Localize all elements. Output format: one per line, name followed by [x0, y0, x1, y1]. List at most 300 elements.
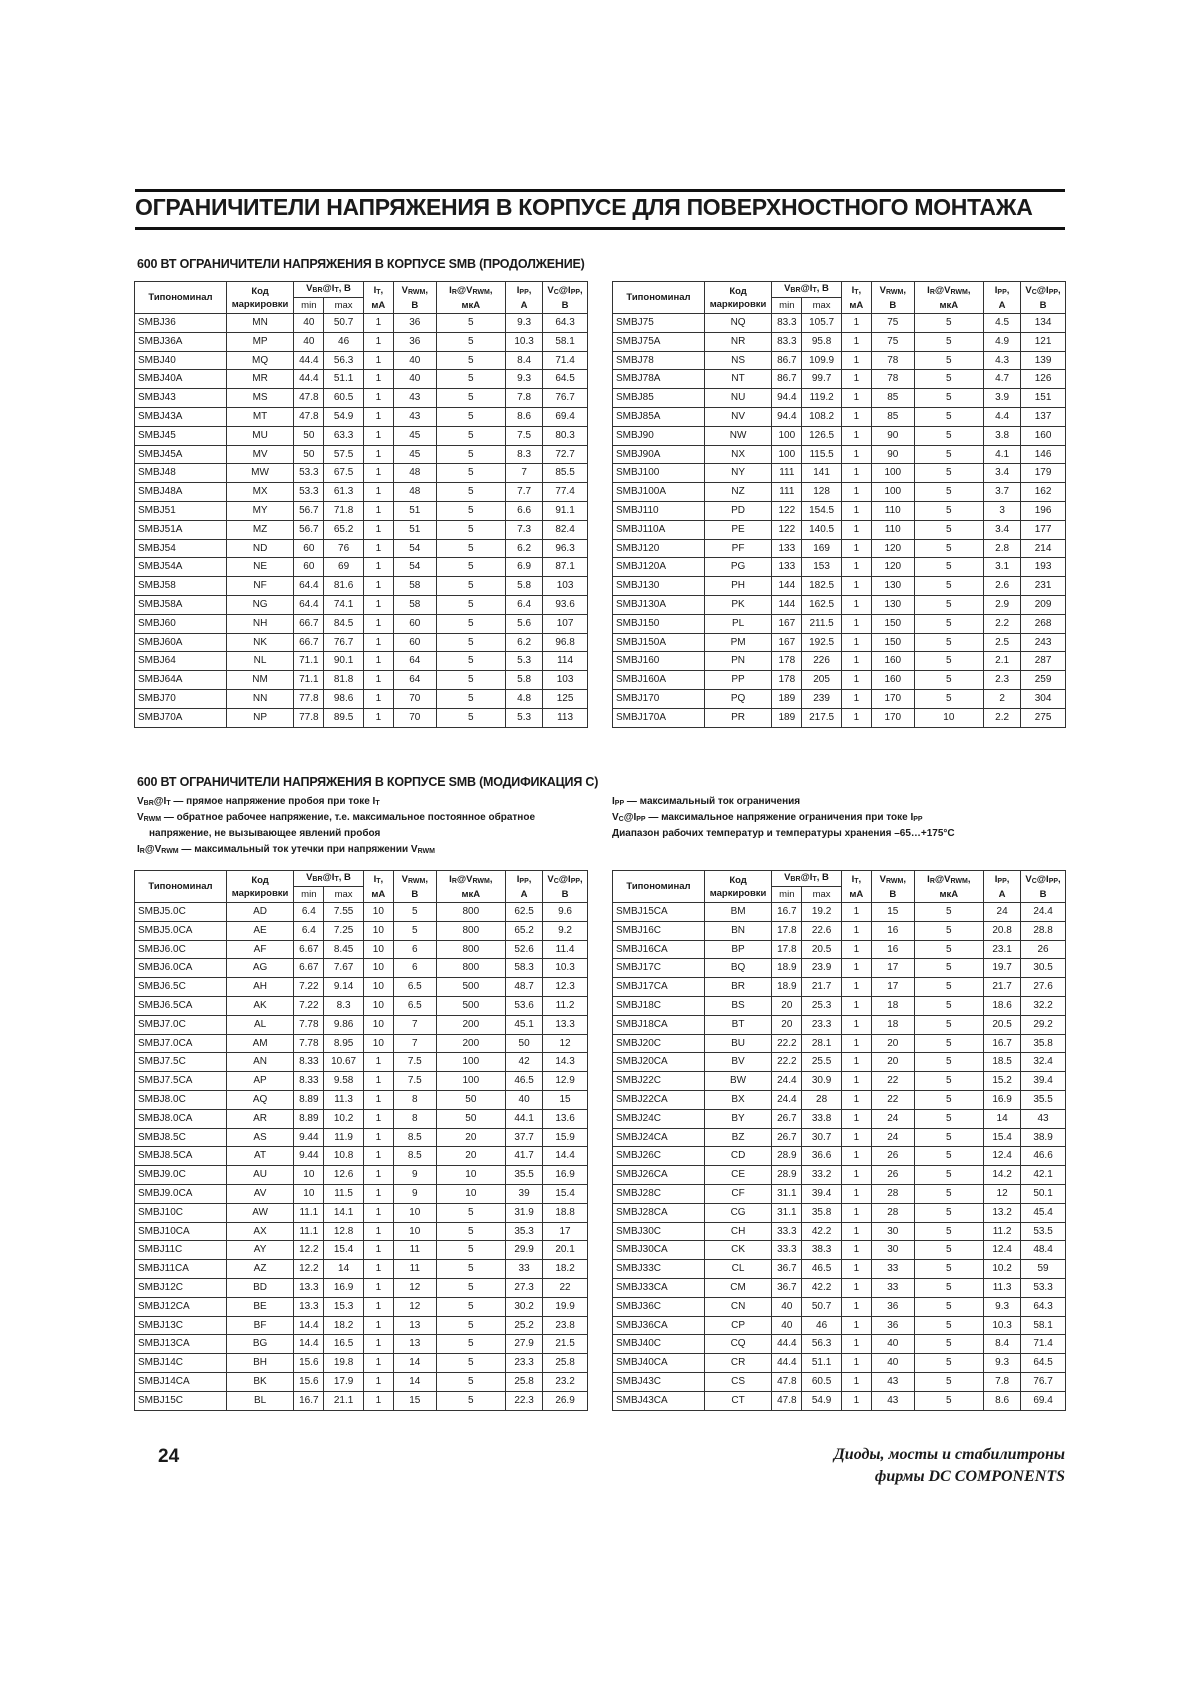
table-cell: MQ — [226, 351, 293, 370]
table-cell: 6.4 — [506, 595, 543, 614]
table-cell: SMBJ75 — [613, 314, 705, 333]
table-cell: AT — [226, 1147, 293, 1166]
table-cell: 8.89 — [294, 1090, 324, 1109]
table-cell: 7.78 — [294, 1034, 324, 1053]
footer-line-2: фирмы DC COMPONENTS — [874, 1468, 1065, 1485]
table-cell: 243 — [1021, 633, 1066, 652]
table-cell: 1 — [841, 1147, 871, 1166]
table-cell: SMBJ75A — [613, 332, 705, 351]
table-cell: SMBJ90 — [613, 426, 705, 445]
ir-at-subscript: RWM — [472, 877, 490, 885]
table-cell: 26.7 — [772, 1128, 802, 1147]
table-cell: 1 — [363, 1241, 393, 1260]
table-cell: AY — [226, 1241, 293, 1260]
column-header-vc: $V_C@I_{PP}$, В — [543, 282, 588, 314]
table-cell: 31.9 — [506, 1203, 543, 1222]
table-cell: 10.3 — [984, 1316, 1021, 1335]
table-cell: 5 — [914, 1034, 984, 1053]
table-cell: 8.95 — [324, 1034, 363, 1053]
table-cell: 23.9 — [802, 959, 841, 978]
table-cell: NL — [226, 652, 293, 671]
table-cell: 95.8 — [802, 332, 841, 351]
table-cell: 13 — [393, 1335, 436, 1354]
table-cell: 75 — [871, 314, 914, 333]
table-row — [613, 903, 1066, 922]
table-cell: 1 — [363, 520, 393, 539]
table-row — [613, 1297, 1066, 1316]
table-cell: 1 — [363, 1147, 393, 1166]
table-cell: 10 — [363, 959, 393, 978]
table-cell: SMBJ8.5CA — [135, 1147, 227, 1166]
table-cell: 30 — [871, 1241, 914, 1260]
table-cell: PE — [704, 520, 771, 539]
ipp-unit: А — [520, 299, 528, 311]
table-row — [613, 351, 1066, 370]
column-header-vbr-min: min — [294, 298, 324, 314]
table-cell: 62.5 — [506, 903, 543, 922]
table-cell: 1 — [363, 464, 393, 483]
table-cell: CR — [704, 1354, 771, 1373]
section-title-modification-c: 600 ВТ ОГРАНИЧИТЕЛИ НАПРЯЖЕНИЯ В КОРПУСЕ SMB (МОДИФИКАЦИЯ С) — [137, 775, 599, 789]
table-cell: NK — [226, 633, 293, 652]
table-cell: 56.7 — [294, 501, 324, 520]
table-cell: 10 — [363, 903, 393, 922]
table-cell: 5 — [914, 671, 984, 690]
ipp-subscript: PP — [997, 288, 1007, 296]
legend-at: @I — [623, 812, 637, 823]
ir-at-subscript: RWM — [472, 288, 490, 296]
table-cell: 10.2 — [324, 1109, 363, 1128]
table-cell: 115.5 — [802, 445, 841, 464]
table-cell: 5 — [914, 314, 984, 333]
table-cell: 12 — [984, 1184, 1021, 1203]
table-cell: 9.44 — [294, 1147, 324, 1166]
column-header-vbr-max: max — [802, 298, 841, 314]
table-cell: 45.4 — [1021, 1203, 1066, 1222]
table-cell: 14.4 — [294, 1335, 324, 1354]
table-cell: 6.4 — [294, 921, 324, 940]
table-cell: 22 — [871, 1090, 914, 1109]
table-cell: 7.55 — [324, 903, 363, 922]
table-cell: 122 — [772, 501, 802, 520]
column-header-ir: $I_R@V_{RWM}$, мкА — [436, 871, 506, 903]
table-cell: 51.1 — [802, 1354, 841, 1373]
table-cell: 120 — [871, 539, 914, 558]
table-cell: 20 — [436, 1128, 506, 1147]
table-cell: 5 — [436, 1297, 506, 1316]
table-cell: 8.6 — [506, 407, 543, 426]
table-cell: 1 — [841, 671, 871, 690]
code-header-line1: Код — [251, 285, 269, 297]
table-cell: 9.58 — [324, 1072, 363, 1091]
table-cell: 193 — [1021, 558, 1066, 577]
table-cell: SMBJ110A — [613, 520, 705, 539]
table-row — [135, 351, 588, 370]
legend-note-text — [149, 828, 380, 839]
table-cell: 1 — [841, 1241, 871, 1260]
table-cell: 1 — [841, 539, 871, 558]
table-cell: 7.8 — [984, 1372, 1021, 1391]
table-cell: 20 — [436, 1147, 506, 1166]
table-cell: BM — [704, 903, 771, 922]
table-cell: 1 — [841, 1278, 871, 1297]
table-cell: 10 — [363, 921, 393, 940]
table-cell: 64.5 — [543, 370, 588, 389]
table-cell: 6.2 — [506, 633, 543, 652]
table-cell: 800 — [436, 903, 506, 922]
table-cell: 31.1 — [772, 1203, 802, 1222]
legend-note-line — [612, 826, 955, 844]
table-cell: SMBJ170A — [613, 708, 705, 727]
table-cell: SMBJ60 — [135, 614, 227, 633]
table-cell: MT — [226, 407, 293, 426]
table-cell: 226 — [802, 652, 841, 671]
table-cell: 217.5 — [802, 708, 841, 727]
table-cell: 105.7 — [802, 314, 841, 333]
table-cell: 3.4 — [984, 464, 1021, 483]
table-cell: 24 — [984, 903, 1021, 922]
table-cell: SMBJ40C — [613, 1335, 705, 1354]
table-cell: 2.3 — [984, 671, 1021, 690]
table-row — [613, 1316, 1066, 1335]
table-cell: 16.7 — [294, 1391, 324, 1410]
table-cell: 26.7 — [772, 1109, 802, 1128]
vbr-symbol: V — [306, 872, 313, 883]
table-cell: SMBJ45A — [135, 445, 227, 464]
ipp-unit: А — [520, 888, 528, 900]
table-row — [135, 978, 588, 997]
header-row — [135, 282, 588, 298]
table-cell: SMBJ8.0CA — [135, 1109, 227, 1128]
table-cell: 1 — [841, 1354, 871, 1373]
table-row — [135, 332, 588, 351]
table-cell: 5 — [914, 1184, 984, 1203]
table-cell: 5 — [436, 652, 506, 671]
table-cell: 5 — [436, 501, 506, 520]
table-cell: SMBJ33CA — [613, 1278, 705, 1297]
table-cell: ND — [226, 539, 293, 558]
table-cell: 12 — [393, 1278, 436, 1297]
table-cell: NX — [704, 445, 771, 464]
table-cell: 5 — [914, 464, 984, 483]
code-header-line2: маркировки — [709, 887, 767, 899]
table-row — [135, 652, 588, 671]
table-cell: 54.9 — [324, 407, 363, 426]
table-cell: 1 — [841, 1072, 871, 1091]
table-cell: 108.2 — [802, 407, 841, 426]
column-header-ipp: $I_{PP}$, А — [506, 871, 543, 903]
table-cell: 231 — [1021, 577, 1066, 596]
it-unit: мА — [371, 299, 386, 311]
table-cell: 1 — [841, 903, 871, 922]
vbr-symbol: V — [306, 283, 313, 294]
table-cell: SMBJ70A — [135, 708, 227, 727]
table-cell: 64.5 — [1021, 1354, 1066, 1373]
table-cell: 56.3 — [802, 1335, 841, 1354]
table-cell: AE — [226, 921, 293, 940]
table-cell: SMBJ70 — [135, 689, 227, 708]
table-cell: CL — [704, 1260, 771, 1279]
table-cell: 10 — [436, 1166, 506, 1185]
table-cell: 11.9 — [324, 1128, 363, 1147]
legend-symbol: V — [137, 812, 144, 823]
table-cell: BR — [704, 978, 771, 997]
ir-unit: мкА — [461, 888, 481, 900]
vc-unit: В — [1039, 888, 1047, 900]
table-cell: MP — [226, 332, 293, 351]
table-cell: NM — [226, 671, 293, 690]
code-header-line2: маркировки — [231, 887, 289, 899]
table-cell: 5 — [436, 1335, 506, 1354]
table-cell: BD — [226, 1278, 293, 1297]
table-cell: 2.2 — [984, 614, 1021, 633]
column-header-vrwm: $V_{RWM}$, В — [393, 282, 436, 314]
table-cell: 36 — [871, 1316, 914, 1335]
table-cell: 1 — [841, 959, 871, 978]
table-row — [613, 595, 1066, 614]
table-cell: SMBJ36CA — [613, 1316, 705, 1335]
table-cell: 1 — [363, 1166, 393, 1185]
vc-at-subscript: PP — [570, 288, 581, 296]
table-cell: 10 — [393, 1203, 436, 1222]
table-cell: 141 — [802, 464, 841, 483]
vbr-at-subscript: T — [334, 876, 339, 883]
table-cell: 5 — [914, 1015, 984, 1034]
table-cell: 1 — [841, 1090, 871, 1109]
table-cell: 9 — [393, 1166, 436, 1185]
table-cell: 5 — [393, 903, 436, 922]
legend-symbol: V — [137, 796, 144, 807]
table-cell: 2.5 — [984, 633, 1021, 652]
table-cell: PR — [704, 708, 771, 727]
ir-at-subscript: RWM — [950, 877, 968, 885]
table-row — [613, 1260, 1066, 1279]
table-cell: 77.4 — [543, 483, 588, 502]
table-cell: 5.8 — [506, 671, 543, 690]
table-cell: CG — [704, 1203, 771, 1222]
table-cell: 33.2 — [802, 1166, 841, 1185]
table-cell: CM — [704, 1278, 771, 1297]
table-cell: 42.2 — [802, 1278, 841, 1297]
table-row — [613, 1128, 1066, 1147]
table-cell: 48 — [393, 464, 436, 483]
legend-trailing-subscript: T — [375, 800, 380, 807]
vc-subscript: C — [553, 288, 559, 296]
table-cell: 1 — [841, 1053, 871, 1072]
table-cell: 5 — [914, 1354, 984, 1373]
table-row — [613, 464, 1066, 483]
table-cell: 6.67 — [294, 940, 324, 959]
table-cell: 20 — [772, 996, 802, 1015]
table-cell: BP — [704, 940, 771, 959]
table-cell: NH — [226, 614, 293, 633]
table-cell: SMBJ15C — [135, 1391, 227, 1410]
table-cell: 3 — [984, 501, 1021, 520]
table-cell: SMBJ54 — [135, 539, 227, 558]
table-cell: SMBJ43CA — [613, 1391, 705, 1410]
table-cell: 20.8 — [984, 921, 1021, 940]
table-cell: 3.4 — [984, 520, 1021, 539]
table-cell: 5 — [436, 539, 506, 558]
table-row — [135, 483, 588, 502]
table-cell: 29.9 — [506, 1241, 543, 1260]
table-cell: 5 — [436, 445, 506, 464]
table-cell: 16.9 — [543, 1166, 588, 1185]
table-cell: 6.67 — [294, 959, 324, 978]
table-row — [613, 633, 1066, 652]
column-header-vbr-min: min — [772, 298, 802, 314]
table-cell: PK — [704, 595, 771, 614]
table-cell: 1 — [363, 483, 393, 502]
column-header-ir: $I_R@V_{RWM}$, мкА — [436, 282, 506, 314]
table-cell: 114 — [543, 652, 588, 671]
table-cell: 7.7 — [506, 483, 543, 502]
table-cell: 15.3 — [324, 1297, 363, 1316]
table-cell: 162 — [1021, 483, 1066, 502]
table-cell: 42.1 — [1021, 1166, 1066, 1185]
table-cell: 1 — [363, 332, 393, 351]
table-cell: 5 — [914, 1372, 984, 1391]
table-cell: BE — [226, 1297, 293, 1316]
ipp-subscript: PP — [519, 288, 529, 296]
table-cell: SMBJ160 — [613, 652, 705, 671]
code-header-line1: Код — [251, 874, 269, 886]
table-cell: BG — [226, 1335, 293, 1354]
table-cell: 56.7 — [294, 520, 324, 539]
ir-symbol: I — [449, 873, 452, 885]
column-header-type: Типономинал — [613, 282, 705, 314]
table-cell: 128 — [802, 483, 841, 502]
it-unit: мА — [849, 888, 864, 900]
table-cell: 28.8 — [1021, 921, 1066, 940]
ir-subscript: R — [451, 877, 457, 885]
table-cell: 87.1 — [543, 558, 588, 577]
ir-at: @V — [934, 873, 951, 885]
table-cell: AW — [226, 1203, 293, 1222]
table-cell: 1 — [363, 1297, 393, 1316]
table-cell: 103 — [543, 671, 588, 690]
title-rule-top — [135, 189, 1065, 192]
table-cell: 13 — [393, 1316, 436, 1335]
table-cell: 14 — [324, 1260, 363, 1279]
ir-unit: мкА — [461, 299, 481, 311]
legend-at-subscript: T — [166, 800, 171, 807]
table-cell: 15 — [871, 903, 914, 922]
table-cell: 71.4 — [543, 351, 588, 370]
table-cell: SMBJ18C — [613, 996, 705, 1015]
table-cell: 1 — [841, 1297, 871, 1316]
legend-description: — прямое напряжение пробоя при токе I — [170, 796, 376, 807]
table-cell: SMBJ13C — [135, 1316, 227, 1335]
table-cell: 77.8 — [294, 689, 324, 708]
table-cell: 33 — [871, 1260, 914, 1279]
table-cell: 5 — [914, 483, 984, 502]
table-cell: 6 — [393, 959, 436, 978]
table-cell: 20 — [871, 1053, 914, 1072]
table-cell: 20.5 — [802, 940, 841, 959]
vc-subscript: C — [1031, 288, 1037, 296]
table-cell: 100 — [871, 464, 914, 483]
table-row — [613, 959, 1066, 978]
table-cell: SMBJ78A — [613, 370, 705, 389]
table-cell: SMBJ160A — [613, 671, 705, 690]
column-header-code — [704, 282, 771, 314]
table-row — [613, 1034, 1066, 1053]
table-cell: PH — [704, 577, 771, 596]
table-row — [613, 426, 1066, 445]
table-cell: 11.3 — [984, 1278, 1021, 1297]
table-cell: MN — [226, 314, 293, 333]
table-cell: 126 — [1021, 370, 1066, 389]
table-cell: 90.1 — [324, 652, 363, 671]
table-cell: 22 — [543, 1278, 588, 1297]
table-cell: 12 — [543, 1034, 588, 1053]
vrwm-subscript: RWM — [885, 288, 904, 296]
table-cell: 1 — [363, 1335, 393, 1354]
vbr-subscript: BR — [790, 287, 801, 294]
table-cell: 54.9 — [802, 1391, 841, 1410]
table-cell: 5 — [914, 1297, 984, 1316]
table-cell: SMBJ58 — [135, 577, 227, 596]
table-cell: 4.8 — [506, 689, 543, 708]
table-cell: 53.3 — [294, 483, 324, 502]
table-cell: 5 — [436, 520, 506, 539]
table-cell: 1 — [841, 1222, 871, 1241]
table-row — [135, 1109, 588, 1128]
table-cell: 1 — [363, 558, 393, 577]
table-cell: 139 — [1021, 351, 1066, 370]
vrwm-symbol: V — [401, 284, 408, 296]
table-cell: 66.7 — [294, 614, 324, 633]
table-cell: SMBJ51 — [135, 501, 227, 520]
table-cell: SMBJ20C — [613, 1034, 705, 1053]
table-cell: 18.5 — [984, 1053, 1021, 1072]
table-cell: 5 — [436, 464, 506, 483]
table-cell: 20 — [772, 1015, 802, 1034]
table-cell: 8.6 — [984, 1391, 1021, 1410]
table-cell: SMBJ36 — [135, 314, 227, 333]
table-cell: 4.4 — [984, 407, 1021, 426]
table-cell: NE — [226, 558, 293, 577]
spec-table-modification-left — [134, 870, 588, 1411]
table-row — [135, 1015, 588, 1034]
table-cell: 9.3 — [984, 1297, 1021, 1316]
table-cell: 58 — [393, 577, 436, 596]
table-cell: 9.3 — [984, 1354, 1021, 1373]
table-cell: 65.2 — [324, 520, 363, 539]
table-cell: 500 — [436, 996, 506, 1015]
table-cell: 46.5 — [802, 1260, 841, 1279]
table-cell: 58.1 — [543, 332, 588, 351]
table-cell: AZ — [226, 1260, 293, 1279]
table-cell: 5 — [914, 595, 984, 614]
table-cell: 6.4 — [294, 903, 324, 922]
table-cell: 78 — [871, 370, 914, 389]
table-cell: 11.1 — [294, 1203, 324, 1222]
table-cell: 89.5 — [324, 708, 363, 727]
table-cell: 4.5 — [984, 314, 1021, 333]
table-cell: 2 — [984, 689, 1021, 708]
table-cell: 40 — [772, 1316, 802, 1335]
table-cell: 1 — [841, 978, 871, 997]
table-row — [135, 1260, 588, 1279]
title-rule-bottom — [135, 227, 1065, 230]
table-cell: 5 — [914, 445, 984, 464]
table-cell: 12.2 — [294, 1241, 324, 1260]
table-cell: SMBJ54A — [135, 558, 227, 577]
vbr-at-subscript: T — [812, 287, 817, 294]
table-row — [135, 671, 588, 690]
